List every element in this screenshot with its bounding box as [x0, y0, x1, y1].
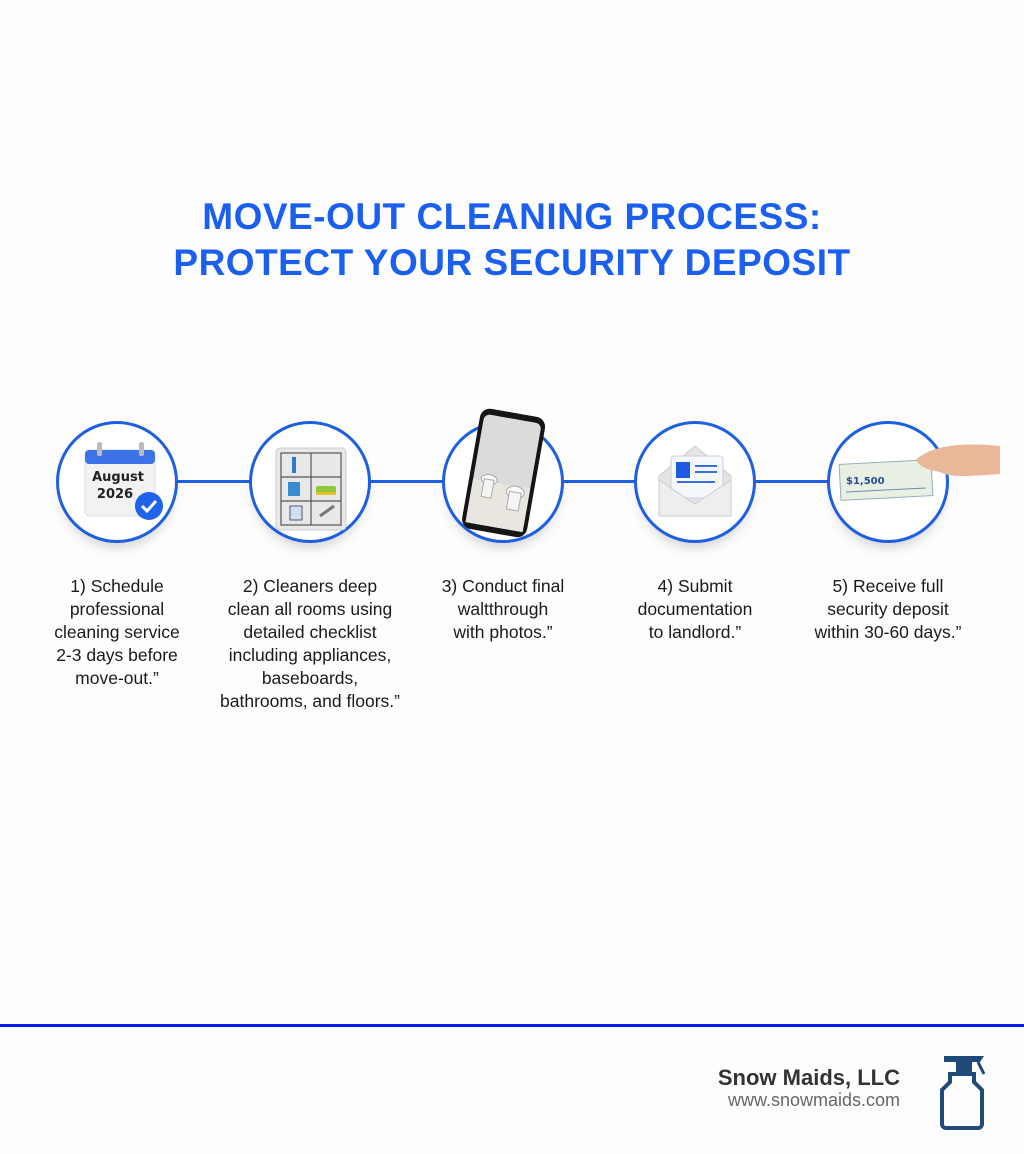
step-4-circle	[634, 421, 756, 543]
envelope-document-icon	[637, 424, 753, 540]
title-line-1: MOVE-OUT CLEANING PROCESS:	[202, 196, 822, 237]
company-url[interactable]: www.snowmaids.com	[727, 1090, 900, 1110]
calendar-year: 2026	[96, 487, 134, 502]
footer-divider	[0, 1024, 1024, 1027]
calendar-check-icon	[59, 424, 175, 540]
step-1	[17, 421, 217, 690]
step-5-circle	[827, 421, 949, 543]
company-name: Snow Maids, LLC	[717, 1065, 900, 1090]
step-4-label: 4) Submit documentation to landlord.”	[637, 576, 753, 642]
title-line-2: PROTECT YOUR SECURITY DEPOSIT	[173, 242, 851, 283]
check-amount: $1,500	[846, 476, 885, 487]
calendar-month: August	[92, 470, 144, 485]
step-1-circle	[56, 421, 178, 543]
step-3-circle	[442, 421, 564, 543]
cleaning-checklist-icon	[252, 424, 368, 540]
step-1-label: 1) Schedule professional cleaning service 2-3 days before move-out.”	[54, 576, 180, 688]
step-5	[788, 421, 988, 644]
spray-bottle-icon	[934, 1052, 990, 1132]
check-in-hand-icon	[830, 424, 946, 540]
phone-photo-icon	[445, 424, 561, 540]
step-3	[403, 421, 603, 644]
step-2-circle	[249, 421, 371, 543]
step-2	[210, 421, 410, 713]
step-4	[595, 421, 795, 644]
step-2-label: 2) Cleaners deep clean all rooms using detailed checklist including appliances, baseboards, bathrooms, and floors.”	[220, 576, 400, 711]
step-3-label: 3) Conduct final waltthrough with photos.”	[441, 576, 565, 642]
step-5-label: 5) Receive full security deposit within 30-60 days.”	[814, 576, 962, 642]
